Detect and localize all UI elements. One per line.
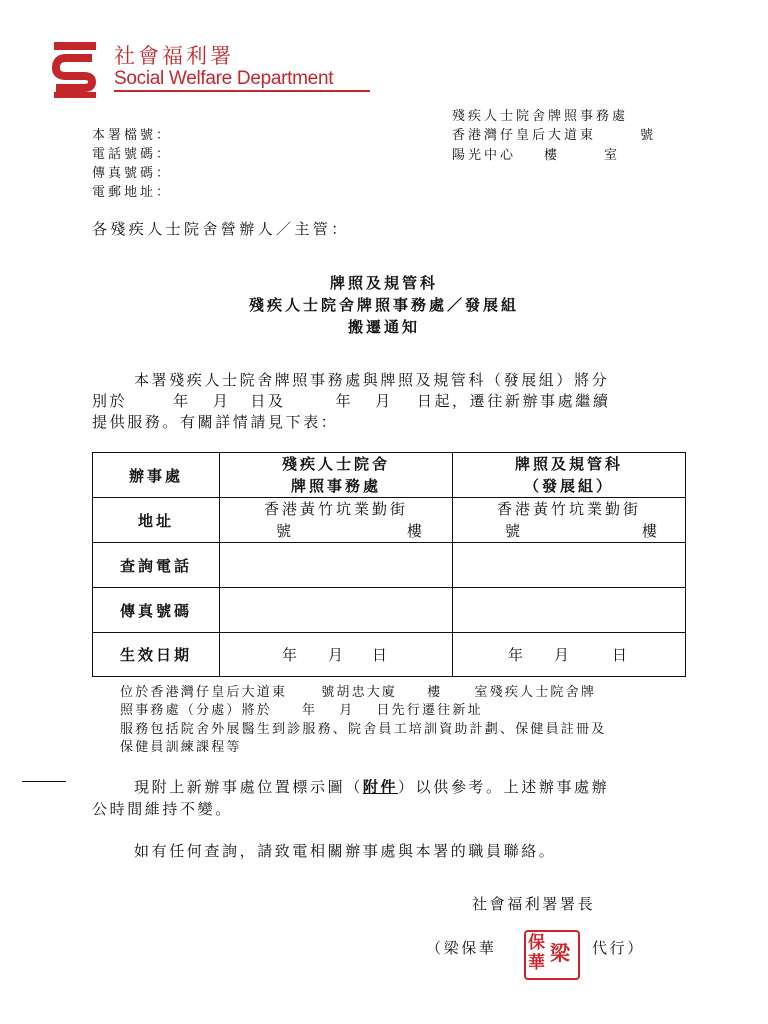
col1-fax [220, 588, 453, 633]
para1-line3: 提供服務。有關詳情請見下表： [92, 413, 339, 431]
col1-address: 香港黃竹坑業勤街 號 樓 [220, 498, 453, 543]
swd-logo-icon [52, 38, 100, 100]
row-label-date: 生效日期 [93, 633, 220, 677]
note1-line2: 照事務處（分處）將於 年 月 日先行遷往新址 [120, 703, 483, 718]
title-office: 殘疾人士院舍牌照事務處／發展組 [248, 296, 519, 314]
ref-phone: 電話號碼： [92, 147, 173, 162]
para1-line2: 別於 年 月 日及 年 月 日起，遷往新辦事處繼續 [92, 392, 611, 410]
col1-phone [220, 543, 453, 588]
seal-stamp [524, 930, 580, 980]
ref-email: 電郵地址： [92, 185, 173, 200]
title-notice: 搬遷通知 [347, 318, 420, 336]
col2-fax [453, 588, 686, 633]
para2-line2: 公時間維持不變。 [92, 800, 233, 818]
signature-close: 代行） [592, 939, 645, 957]
col1-header: 殘疾人士院舍 牌照事務處 [220, 453, 453, 498]
dept-name-en: Social Welfare Department [114, 68, 334, 89]
signature-title: 社會福利署署長 [472, 895, 596, 913]
row-label-address: 地址 [93, 498, 220, 543]
col2-phone [453, 543, 686, 588]
ref-file-no: 本署檔號： [92, 128, 173, 143]
seal-char: 梁 [550, 941, 570, 965]
row-label-office: 辦事處 [93, 453, 220, 498]
attachment-link[interactable]: 附件 [362, 778, 399, 796]
para2-line1: 現附上新辦事處位置標示圖（附件）以供參考。上述辦事處辦 [134, 778, 610, 796]
offices-table [92, 452, 686, 677]
seal-char: 保 [528, 933, 545, 953]
table-row [93, 633, 686, 677]
para3: 如有任何查詢，請致電相關辦事處與本署的職員聯絡。 [134, 842, 557, 860]
seal-char: 華 [528, 953, 545, 973]
office-building-line: 陽光中心 樓 室 [452, 148, 621, 163]
note2-line2: 保健員訓練課程等 [120, 740, 242, 755]
ref-fax: 傳真號碼： [92, 166, 173, 181]
title-division: 牌照及規管科 [329, 274, 438, 292]
col2-address: 香港黃竹坑業勤街 號 樓 [453, 498, 686, 543]
col2-header: 牌照及規管科 （發展組） [453, 453, 686, 498]
table-row [93, 498, 686, 543]
para1-line1: 本署殘疾人士院舍牌照事務處與牌照及規管科（發展組）將分 [134, 371, 610, 389]
signature-open: （梁保華 [426, 939, 497, 957]
col1-date: 年 月 日 [220, 633, 453, 677]
office-name: 殘疾人士院舍牌照事務處 [452, 109, 629, 124]
table-row [93, 453, 686, 498]
table-row [93, 543, 686, 588]
note2-line1: 服務包括院舍外展醫生到診服務、院舍員工培訓資助計劃、保健員註冊及 [120, 722, 607, 737]
office-address-line: 香港灣仔皇后大道東 號 [452, 128, 657, 143]
logo-rule [114, 90, 370, 92]
dept-name-zh: 社會福利署 [114, 44, 234, 68]
row-label-phone: 查詢電話 [93, 543, 220, 588]
margin-rule [22, 781, 66, 782]
table-row [93, 588, 686, 633]
department-logo [52, 38, 334, 100]
note1-line1: 位於香港灣仔皇后大道東 號胡忠大廈 樓 室殘疾人士院舍牌 [120, 685, 597, 700]
salutation: 各殘疾人士院舍營辦人／主管： [92, 220, 350, 238]
col2-date: 年 月 日 [453, 633, 686, 677]
row-label-fax: 傳真號碼 [93, 588, 220, 633]
